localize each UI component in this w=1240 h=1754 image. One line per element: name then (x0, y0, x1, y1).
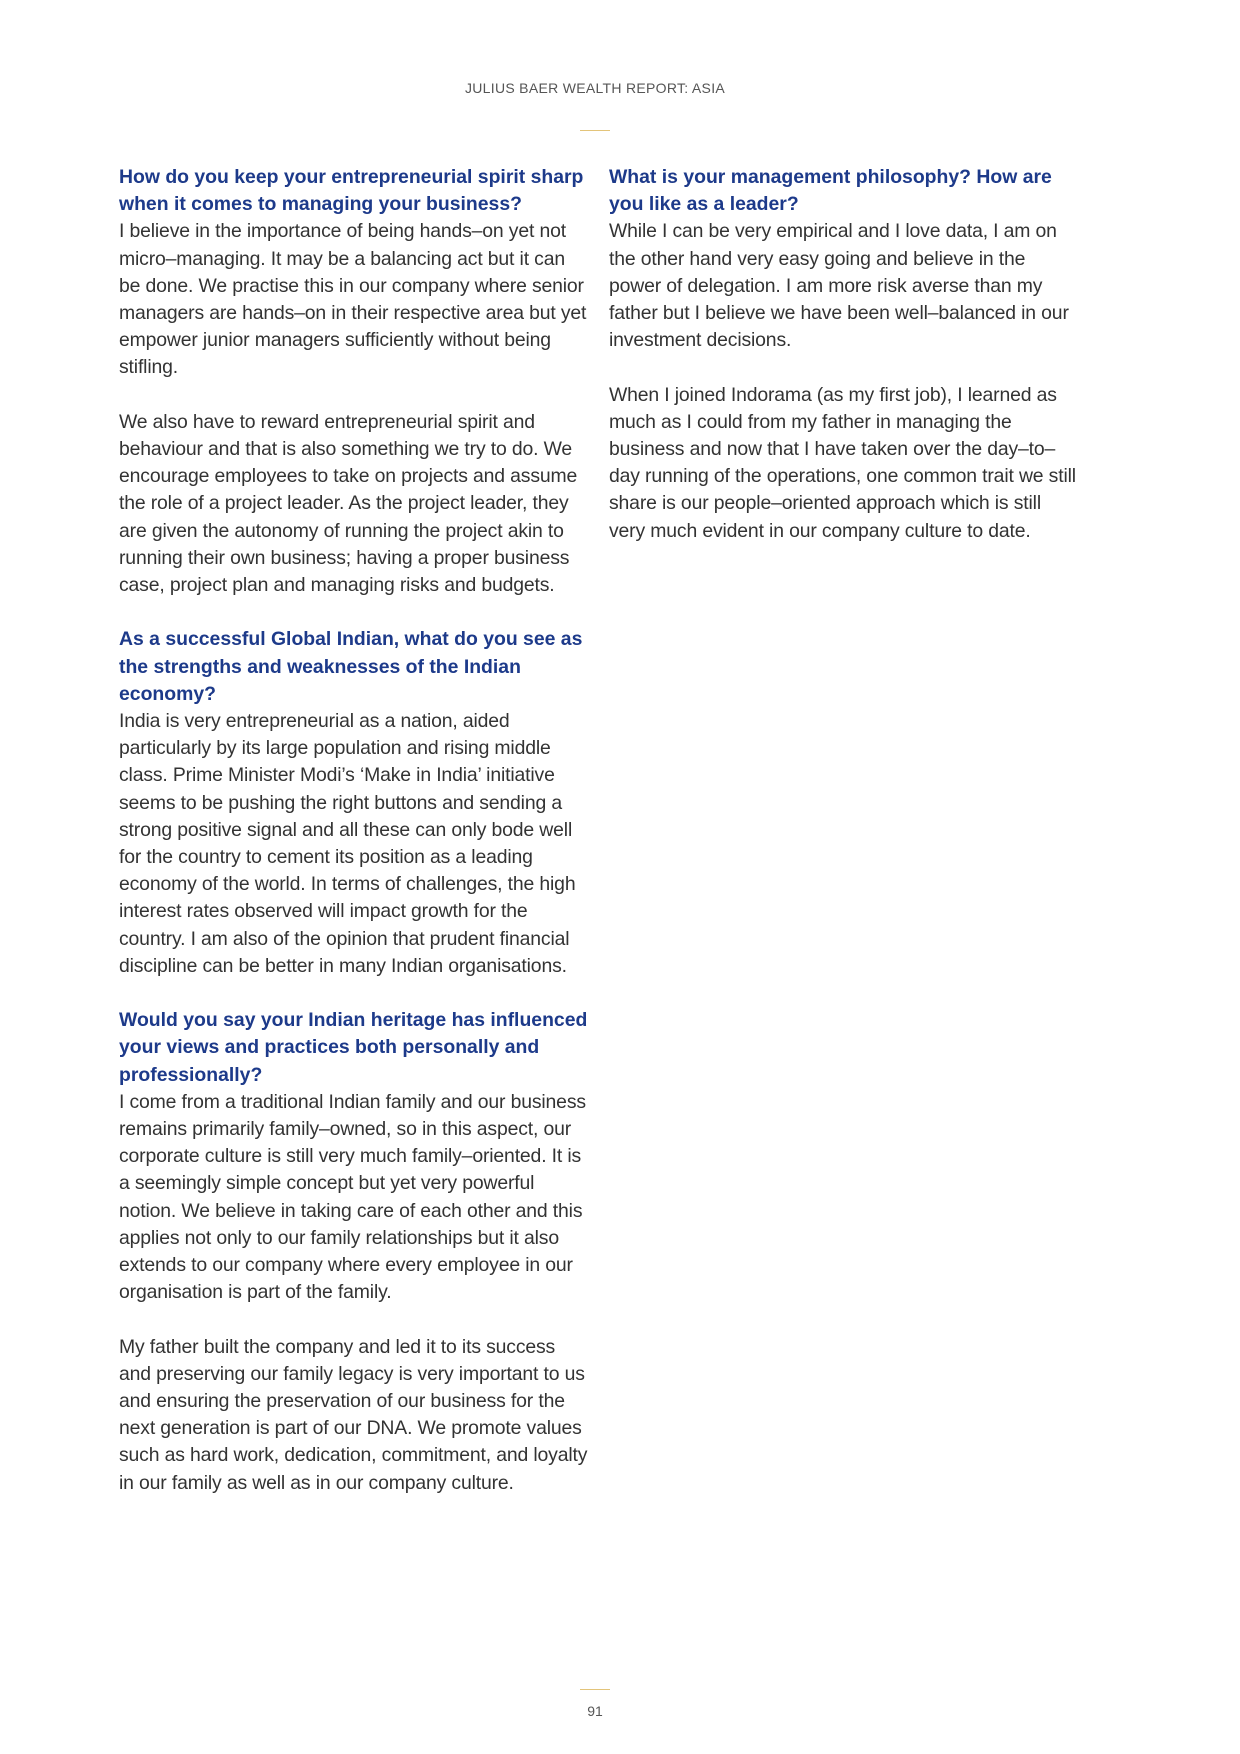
answer-paragraph: I come from a traditional Indian family and our business remains primarily family–owned, so in this aspect, our corporate culture is still very much family–oriented. It is a seemingly simple concept but yet very powerful notion. We believe in taking care of each other and this applies not only to our family relationships but it also extends to our company where every employee in our organisation is part of the family. (119, 1090, 586, 1304)
question-heading: What is your management philosophy? How are you like as a leader? (609, 166, 1052, 216)
footer-divider (580, 1689, 610, 1690)
answer-paragraph: We also have to reward entrepreneurial spirit and behaviour and that is also something we try to do. We encourage employees to take on projects and assume the role of a project leader. As the project leader, they are given the autonomy of running the project akin to running their own business; having a proper business case, project plan and managing risks and budgets. (119, 410, 578, 597)
running-header: JULIUS BAER WEALTH REPORT: ASIA (464, 80, 726, 96)
question-heading: As a successful Global Indian, what do you see as the strengths and weaknesses of the Indian economy? (119, 628, 583, 705)
answer-paragraph: India is very entrepreneurial as a nation, aided particularly by its large population and rising middle class. Prime Minister Modi’s ‘Make in India’ initiative seems to be pushing the right buttons and sending a strong positive signal and all these can only bode well for the country to cement its position as a leading economy of the world. In terms of challenges, the high interest rates observed will impact growth for the country. I am also of the opinion that prudent financial discipline can be better in many Indian organisations. (119, 710, 576, 977)
left-column (119, 164, 589, 1497)
page-number: 91 (587, 1703, 603, 1719)
right-column (609, 164, 1079, 545)
answer-paragraph: I believe in the importance of being hands–on yet not micro–managing. It may be a balancing act but it can be done. We practise this in our company where senior managers are hands–on in their respective area but yet empower junior managers sufficiently without being stifling. (119, 220, 587, 379)
answer-paragraph: While I can be very empirical and I love data, I am on the other hand very easy going and believe in the power of delegation. I am more risk averse than my father but I believe we have been well–balanced in our investment decisions. (609, 220, 1069, 352)
question-heading: Would you say your Indian heritage has influenced your views and practices both personally and professionally? (119, 1009, 588, 1086)
question-heading: How do you keep your entrepreneurial spirit sharp when it comes to managing your business? (119, 166, 584, 216)
answer-paragraph: My father built the company and led it to its success and preserving our family legacy is very important to us and ensuring the preservation of our business for the next generation is part of our DNA. We promote values such as hard work, dedication, commitment, and loyalty in our family as well as in our company culture. (119, 1335, 588, 1494)
header-divider (580, 130, 610, 131)
answer-paragraph: When I joined Indorama (as my first job), I learned as much as I could from my father in managing the business and now that I have taken over the day–to–day running of the operations, one common trait we still share is our people–oriented approach which is still very much evident in our company culture to date. (609, 383, 1076, 542)
